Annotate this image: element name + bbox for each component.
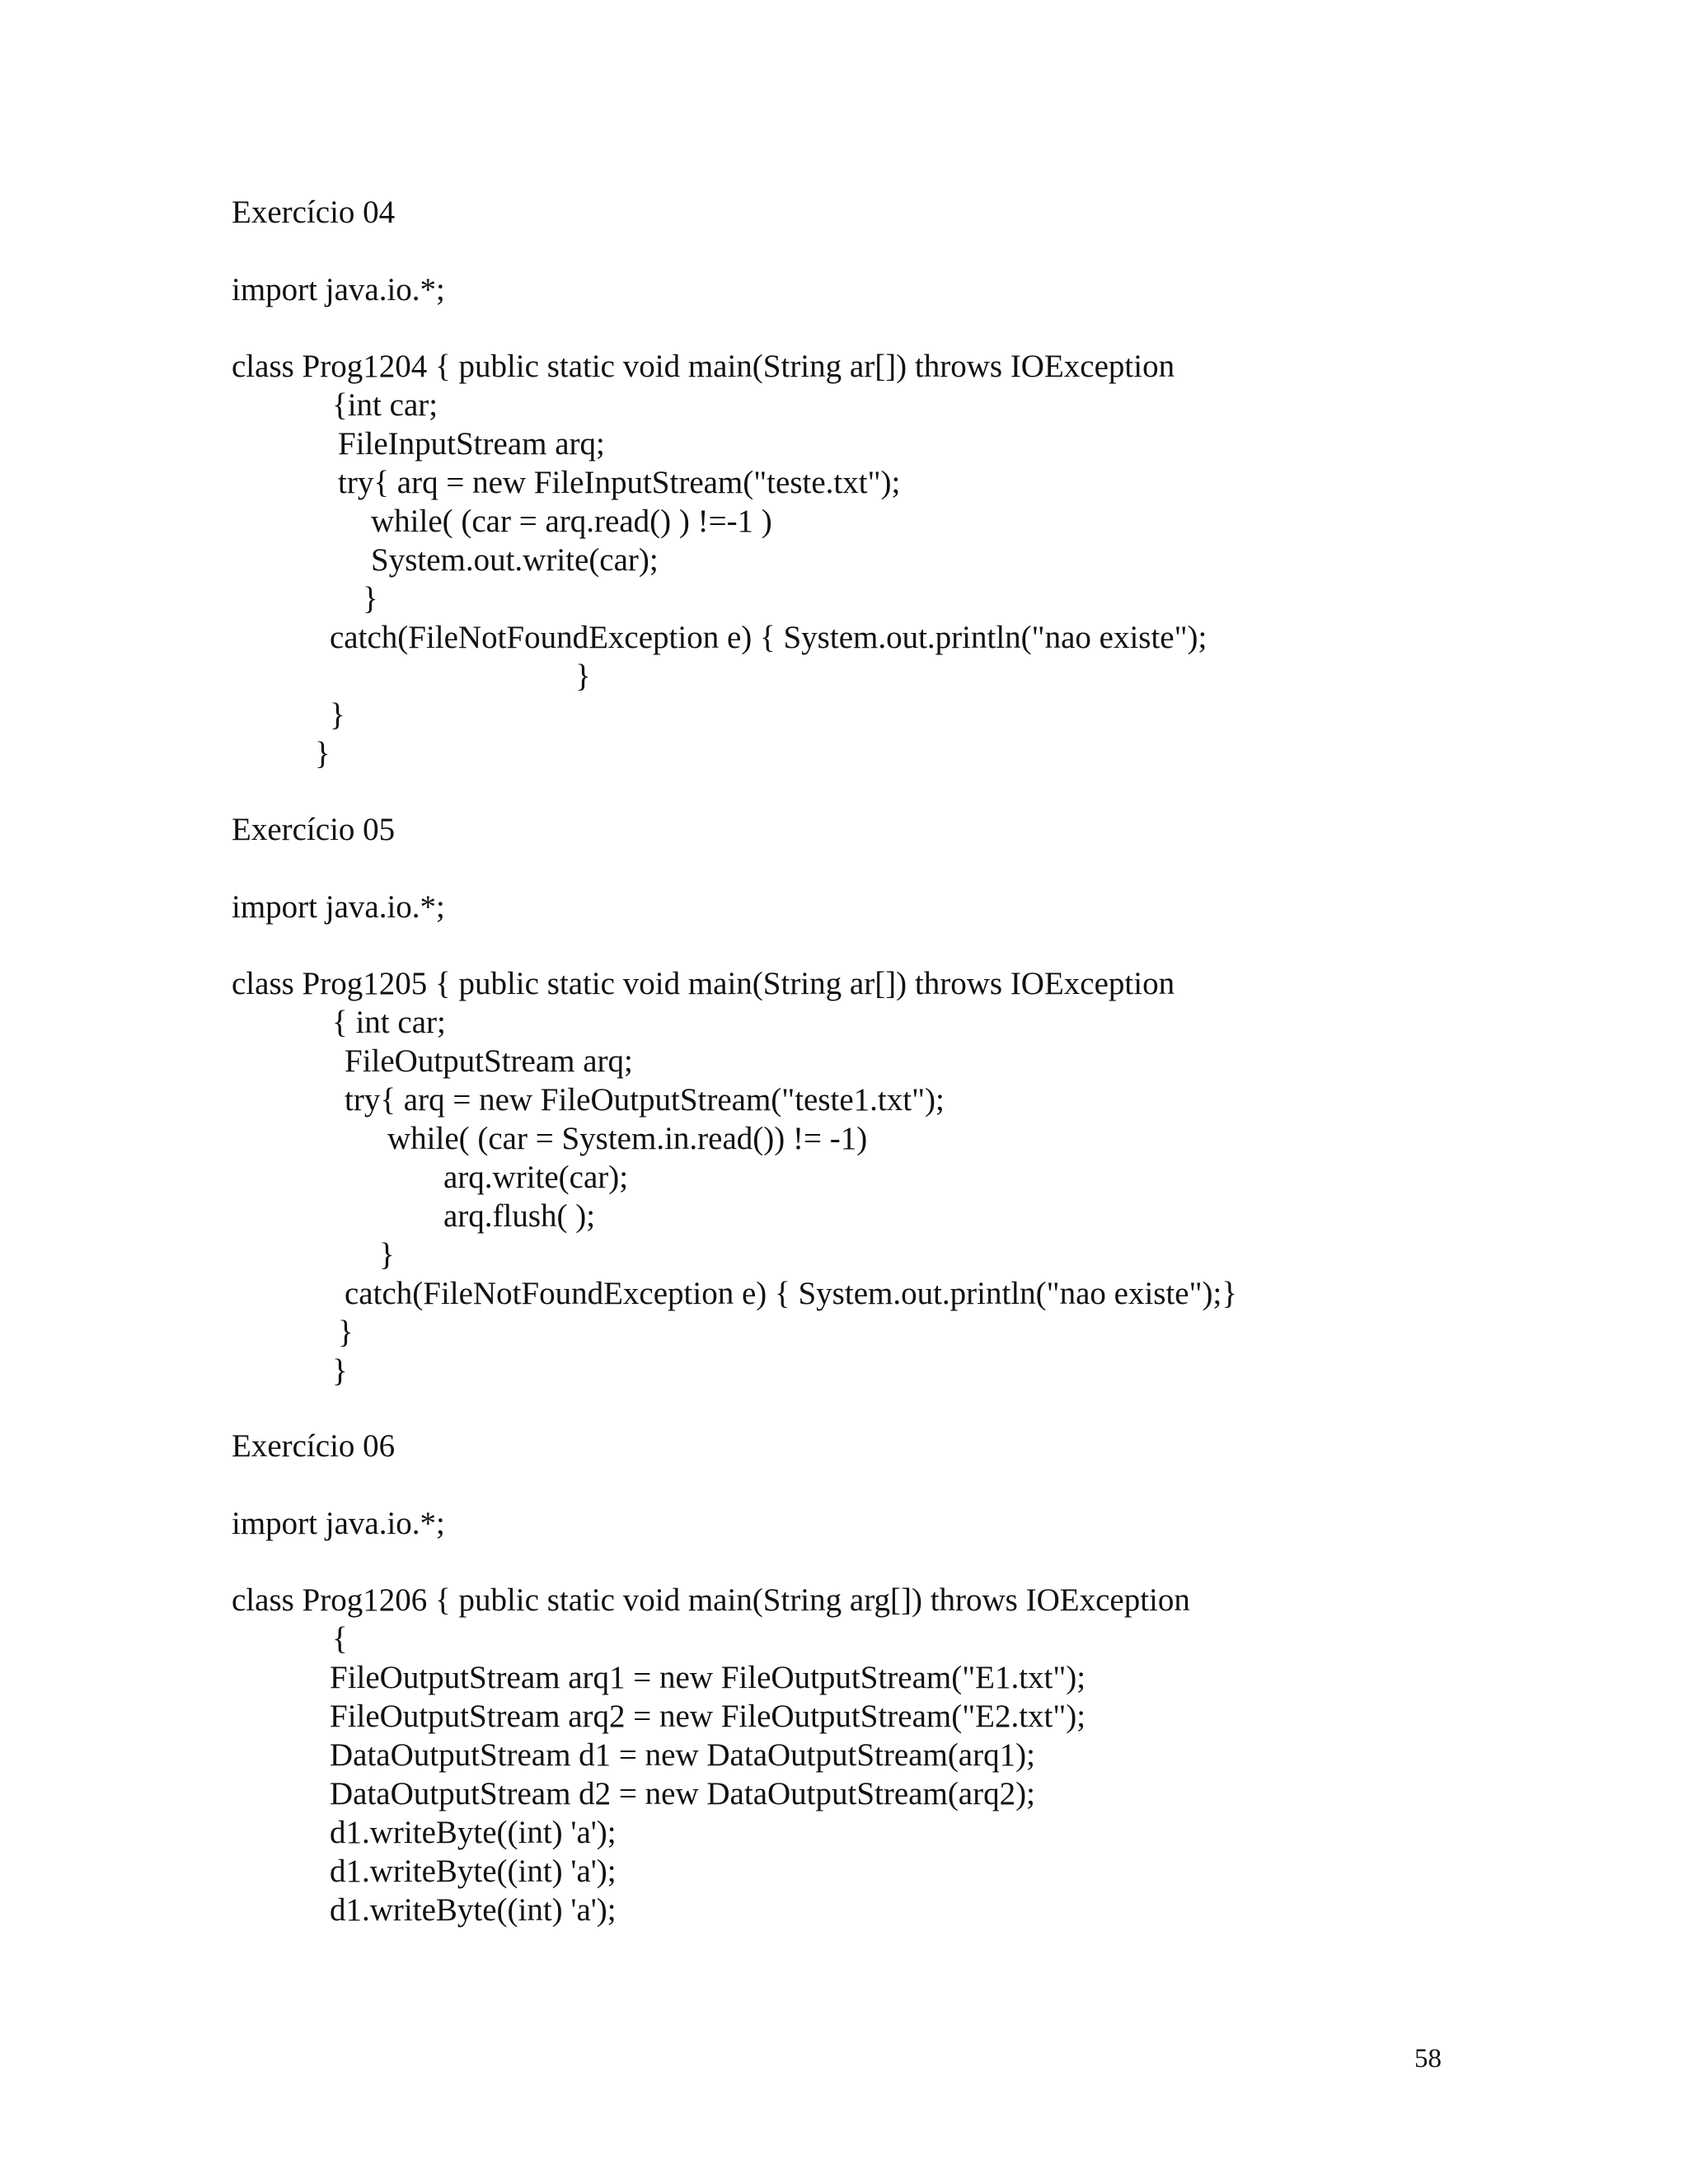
code-line: { int car; [332,1005,446,1040]
code-line: arq.write(car); [443,1160,629,1195]
code-line: { [332,1621,348,1657]
page-number: 58 [1414,2044,1442,2074]
code-line: catch(FileNotFoundException e) { System.out.println("nao existe");} [345,1276,1238,1311]
code-line: FileOutputStream arq1 = new FileOutputStream("E1.txt"); [330,1660,1086,1695]
code-line: FileInputStream arq; [338,426,605,462]
code-line: FileOutputStream arq; [345,1043,633,1079]
code-line: DataOutputStream d1 = new DataOutputStream(arq1); [330,1737,1035,1773]
code-line: while( (car = System.in.read()) != -1) [387,1121,868,1156]
code-line: } [332,1353,348,1389]
code-line: FileOutputStream arq2 = new FileOutputStream("E2.txt"); [330,1699,1086,1734]
code-line: class Prog1204 { public static void main(String ar[]) throws IOException [232,349,1175,384]
code-line: System.out.write(car); [371,542,659,578]
code-line: class Prog1206 { public static void main(String arg[]) throws IOException [232,1582,1190,1618]
code-line: d1.writeByte((int) 'a'); [330,1815,617,1850]
code-line: while( (car = arq.read() ) !=-1 ) [371,504,772,539]
code-line: try{ arq = new FileInputStream("teste.txt"); [338,465,901,500]
code-line: } [379,1237,395,1272]
code-line: DataOutputStream d2 = new DataOutputStream(arq2); [330,1776,1035,1811]
code-line: } [315,736,331,771]
code-line: class Prog1205 { public static void main(String ar[]) throws IOException [232,966,1175,1001]
code-line: } [575,658,591,694]
code-line: } [330,697,345,733]
code-line: d1.writeByte((int) 'a'); [330,1854,617,1889]
code-line: {int car; [332,387,438,423]
code-line: arq.flush( ); [443,1198,596,1234]
import-line: import java.io.*; [232,1506,445,1541]
code-line: try{ arq = new FileOutputStream("teste1.txt"); [345,1082,945,1118]
section-heading: Exercício 04 [232,194,396,230]
section-heading: Exercício 06 [232,1428,396,1464]
code-line: } [363,581,378,616]
import-line: import java.io.*; [232,889,445,925]
code-line: catch(FileNotFoundException e) { System.out.println("nao existe"); [330,620,1207,655]
code-line: } [338,1315,354,1350]
section-heading: Exercício 05 [232,812,396,847]
import-line: import java.io.*; [232,272,445,307]
code-line: d1.writeByte((int) 'a'); [330,1892,617,1928]
